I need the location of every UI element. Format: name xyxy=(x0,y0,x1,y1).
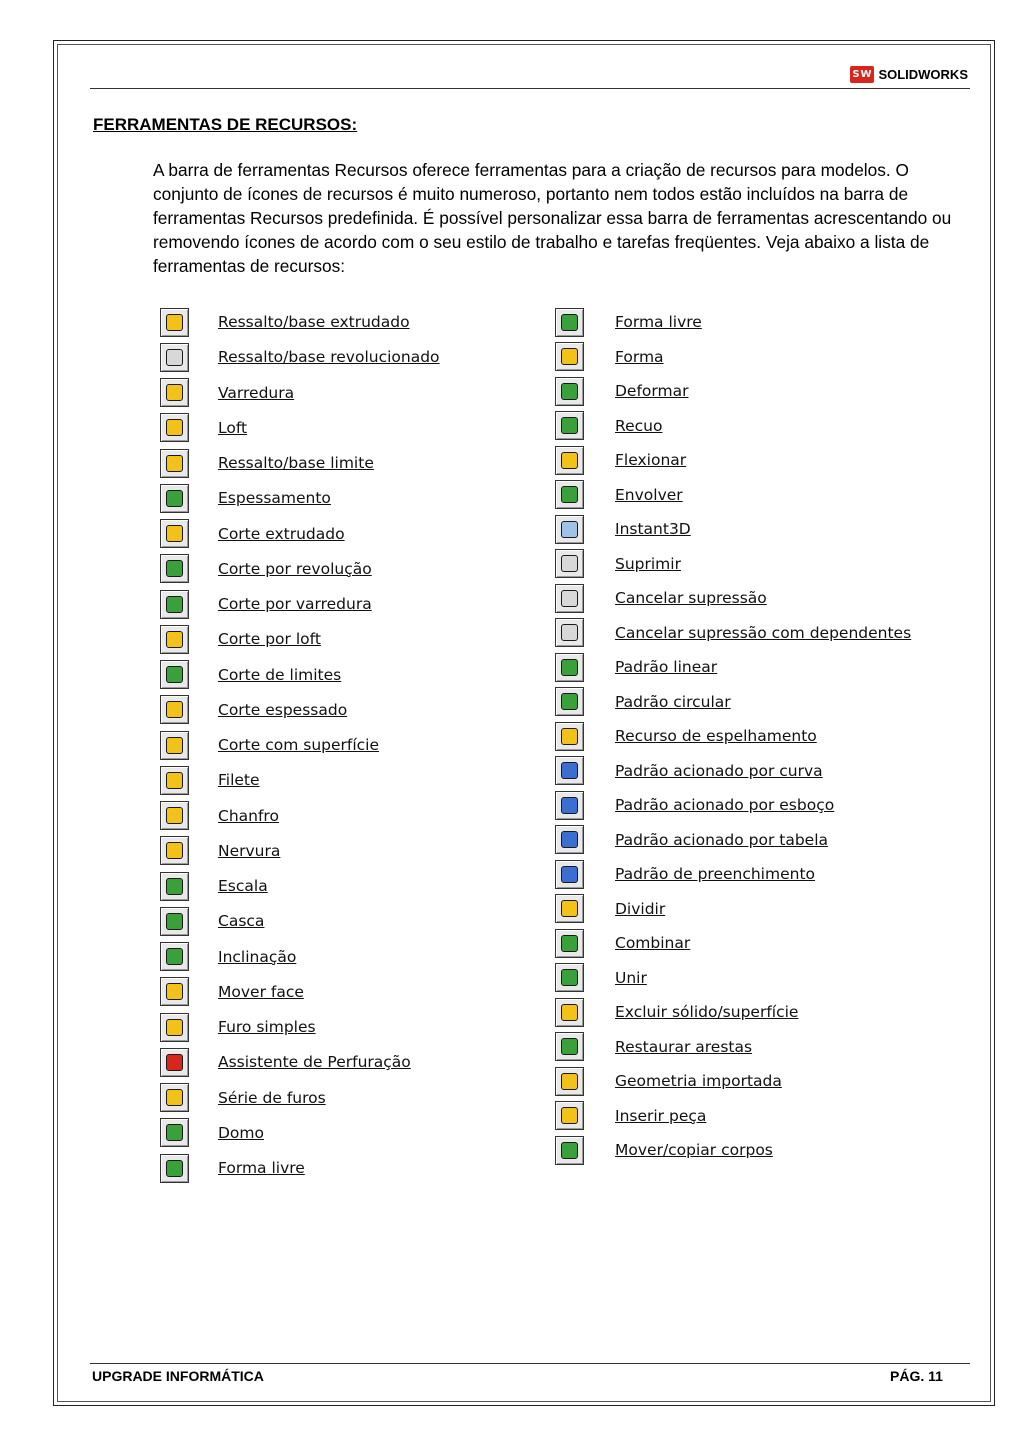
freeform-icon[interactable] xyxy=(555,308,584,337)
lofted-cut-icon[interactable] xyxy=(160,625,189,654)
loft-icon[interactable] xyxy=(160,413,189,442)
feature-tool-label[interactable]: Corte extrudado xyxy=(218,524,345,543)
boundary-boss-icon[interactable] xyxy=(160,449,189,478)
feature-tool-item[interactable] xyxy=(160,377,294,409)
move-copy-bodies-icon-glyph xyxy=(561,1142,578,1159)
move-face-icon-glyph xyxy=(166,983,183,1000)
feature-tool-item[interactable] xyxy=(160,764,260,796)
extruded-cut-icon-glyph xyxy=(166,525,183,542)
feature-tool-label[interactable]: Varredura xyxy=(218,383,295,402)
curve-driven-pattern-icon-glyph xyxy=(561,762,578,779)
revolved-boss-icon[interactable] xyxy=(160,343,189,372)
feature-tool-label[interactable]: Chanfro xyxy=(218,806,279,825)
linear-pattern-icon-glyph xyxy=(561,659,578,676)
feature-tool-item[interactable] xyxy=(160,341,440,373)
feature-tool-item[interactable] xyxy=(555,755,823,787)
section-title: FERRAMENTAS DE RECURSOS: xyxy=(93,115,358,134)
thicken-icon[interactable] xyxy=(160,484,189,513)
feature-tool-label[interactable]: Forma xyxy=(615,347,664,366)
boundary-cut-icon-glyph xyxy=(166,666,183,683)
feature-tool-label[interactable]: Unir xyxy=(615,968,647,987)
feature-tool-item[interactable] xyxy=(555,686,731,718)
feature-tool-label[interactable]: Cancelar supressão xyxy=(615,589,767,607)
feature-tool-item[interactable] xyxy=(555,410,662,442)
footer-divider xyxy=(90,1363,970,1364)
feature-tool-item[interactable] xyxy=(555,858,815,890)
circular-pattern-icon[interactable] xyxy=(555,687,584,716)
feature-tool-item[interactable] xyxy=(555,375,688,407)
feature-tool-label[interactable]: Série de furos xyxy=(218,1088,326,1107)
feature-tool-label[interactable]: Forma livre xyxy=(615,313,702,331)
feature-tool-item[interactable] xyxy=(555,513,691,545)
join-icon[interactable] xyxy=(555,963,584,992)
instant3d-icon[interactable] xyxy=(555,515,584,544)
feature-tool-label[interactable]: Combinar xyxy=(615,934,691,952)
feature-tool-label[interactable]: Mover/copiar corpos xyxy=(615,1141,773,1159)
feature-tool-item[interactable] xyxy=(555,582,767,614)
feature-tool-label[interactable]: Filete xyxy=(218,771,260,790)
feature-tool-label[interactable]: Espessamento xyxy=(218,489,331,508)
split-icon[interactable] xyxy=(555,894,584,923)
feature-tool-item[interactable] xyxy=(160,306,410,338)
feature-tool-item[interactable] xyxy=(160,447,374,479)
feature-tool-item[interactable] xyxy=(555,548,681,580)
feature-tool-label[interactable]: Inserir peça xyxy=(615,1106,707,1125)
unsuppress-icon[interactable] xyxy=(555,584,584,613)
feature-tool-item[interactable] xyxy=(160,588,372,620)
scale-icon-glyph xyxy=(166,878,183,895)
thicken-icon-glyph xyxy=(166,490,183,507)
surface-cut-icon-glyph xyxy=(166,737,183,754)
sketch-driven-pattern-icon-glyph xyxy=(561,797,578,814)
freeform-icon-glyph xyxy=(166,1160,183,1177)
feature-tool-label[interactable]: Deformar xyxy=(615,382,689,400)
wrap-icon-glyph xyxy=(561,486,578,503)
feature-tool-item[interactable] xyxy=(555,306,702,338)
insert-part-icon[interactable] xyxy=(555,1101,584,1130)
feature-tool-item[interactable] xyxy=(555,927,690,959)
feature-tool-label[interactable]: Padrão linear xyxy=(615,658,718,676)
chamfer-icon-glyph xyxy=(166,807,183,824)
imported-geometry-icon[interactable] xyxy=(555,1067,584,1096)
rib-icon[interactable] xyxy=(160,836,189,865)
insert-part-icon-glyph xyxy=(561,1107,578,1124)
unsuppress-dependents-icon[interactable] xyxy=(555,618,584,647)
feature-tool-label[interactable]: Recuo xyxy=(615,416,663,435)
feature-tool-item[interactable] xyxy=(555,444,686,476)
solidworks-logo-icon: SW xyxy=(850,66,874,83)
hole-wizard-icon[interactable] xyxy=(160,1048,189,1077)
hole-series-icon[interactable] xyxy=(160,1083,189,1112)
loft-icon-glyph xyxy=(166,419,183,436)
feature-tool-item[interactable] xyxy=(160,623,321,655)
delete-body-icon[interactable] xyxy=(555,998,584,1027)
feature-tool-label[interactable]: Geometria importada xyxy=(615,1072,782,1090)
suppress-icon[interactable] xyxy=(555,549,584,578)
feature-tool-item[interactable] xyxy=(555,1100,706,1132)
feature-tool-item[interactable] xyxy=(555,1134,773,1166)
revolved-cut-icon[interactable] xyxy=(160,554,189,583)
feature-tool-item[interactable] xyxy=(160,976,304,1008)
feature-tool-label[interactable]: Inclinação xyxy=(218,947,297,966)
feature-tool-label[interactable]: Envolver xyxy=(615,485,683,504)
linear-pattern-icon[interactable] xyxy=(555,653,584,682)
feature-tool-label[interactable]: Domo xyxy=(218,1123,265,1142)
feature-tool-label[interactable]: Padrão de preenchimento xyxy=(615,865,816,883)
extruded-cut-icon[interactable] xyxy=(160,519,189,548)
feature-tool-item[interactable] xyxy=(555,824,828,856)
shell-icon[interactable] xyxy=(160,907,189,936)
sweep-icon[interactable] xyxy=(160,378,189,407)
fill-pattern-icon-glyph xyxy=(561,866,578,883)
feature-tool-label[interactable]: Ressalto/base limite xyxy=(218,454,374,472)
feature-tool-item[interactable] xyxy=(160,694,347,726)
feature-tool-label[interactable]: Escala xyxy=(218,877,268,895)
feature-tool-label[interactable]: Recurso de espelhamento xyxy=(615,727,817,745)
feature-tool-item[interactable] xyxy=(160,659,341,691)
wrap-icon[interactable] xyxy=(555,480,584,509)
intro-paragraph: A barra de ferramentas Recursos oferece ferramentas para a criação de recursos para modelos. O conjunto de ícones de recursos é muito numeroso, portanto nem todos estão incluídos na barra de ferramentas Recursos predefinida. É possível personalizar essa barra de ferramentas acrescentando ou removendo ícones de acordo com o seu estilo de trabalho e tarefas freqüentes. Veja abaixo a lista de ferramentas de recursos: xyxy=(153,160,952,276)
feature-tool-item[interactable] xyxy=(160,1152,305,1184)
feature-tool-item[interactable] xyxy=(555,996,798,1028)
feature-tool-item[interactable] xyxy=(160,1046,411,1078)
swept-cut-icon[interactable] xyxy=(160,590,189,619)
combine-icon-glyph xyxy=(561,935,578,952)
deform-icon[interactable] xyxy=(555,377,584,406)
revolved-cut-icon-glyph xyxy=(166,560,183,577)
boundary-boss-icon-glyph xyxy=(166,455,183,472)
feature-tool-item[interactable] xyxy=(555,1031,752,1063)
feature-tool-label[interactable]: Casca xyxy=(218,912,265,931)
feature-tool-label[interactable]: Ressalto/base revolucionado xyxy=(218,348,440,367)
instant3d-icon-glyph xyxy=(561,521,578,538)
split-icon-glyph xyxy=(561,900,578,917)
delete-body-icon-glyph xyxy=(561,1004,578,1021)
feature-tool-item[interactable] xyxy=(555,617,911,649)
feature-tool-label[interactable]: Excluir sólido/superfície xyxy=(615,1003,799,1021)
extruded-boss-icon-glyph xyxy=(166,314,183,331)
extruded-boss-icon[interactable] xyxy=(160,308,189,337)
simple-hole-icon-glyph xyxy=(166,1019,183,1036)
feature-tool-label[interactable]: Mover face xyxy=(218,982,304,1001)
feature-tool-item[interactable] xyxy=(555,651,717,683)
feature-tool-label[interactable]: Assistente de Perfuração xyxy=(218,1053,411,1072)
thicken-cut-icon[interactable] xyxy=(160,695,189,724)
footer-company: UPGRADE INFORMÁTICA xyxy=(92,1368,264,1384)
unsuppress-dependents-icon-glyph xyxy=(561,624,578,641)
sweep-icon-glyph xyxy=(166,384,183,401)
feature-tool-item[interactable] xyxy=(160,729,379,761)
shape-icon-glyph xyxy=(561,348,578,365)
feature-tool-label[interactable]: Ressalto/base extrudado xyxy=(218,313,410,331)
feature-tool-item[interactable] xyxy=(555,341,664,373)
feature-tool-item[interactable] xyxy=(160,941,296,973)
feature-tool-label[interactable]: Corte espessado xyxy=(218,700,348,719)
feature-tool-item[interactable] xyxy=(555,962,647,994)
feature-tool-item[interactable] xyxy=(160,553,372,585)
feature-tool-item[interactable] xyxy=(160,905,264,937)
lofted-cut-icon-glyph xyxy=(166,631,183,648)
feature-tool-item[interactable] xyxy=(160,412,247,444)
unsuppress-icon-glyph xyxy=(561,590,578,607)
flex-icon-glyph xyxy=(561,452,578,469)
feature-tool-item[interactable] xyxy=(160,482,331,514)
feature-tool-label[interactable]: Padrão acionado por tabela xyxy=(615,830,829,849)
feature-tool-label[interactable]: Forma livre xyxy=(218,1159,305,1177)
hole-series-icon-glyph xyxy=(166,1089,183,1106)
feature-tool-item[interactable] xyxy=(555,479,683,511)
feature-tool-item[interactable] xyxy=(555,893,665,925)
dome-icon-glyph xyxy=(166,1124,183,1141)
feature-tool-label[interactable]: Corte por varredura xyxy=(218,595,372,613)
swept-cut-icon-glyph xyxy=(166,596,183,613)
feature-tool-label[interactable]: Furo simples xyxy=(218,1018,316,1036)
rib-icon-glyph xyxy=(166,842,183,859)
feature-tool-label[interactable]: Padrão acionado por curva xyxy=(615,761,823,780)
indent-icon[interactable] xyxy=(555,411,584,440)
feature-tool-item[interactable] xyxy=(160,518,345,550)
move-copy-bodies-icon[interactable] xyxy=(555,1136,584,1165)
feature-tool-item[interactable] xyxy=(555,789,834,821)
surface-cut-icon[interactable] xyxy=(160,731,189,760)
brand-name: SOLIDWORKS xyxy=(878,67,968,82)
sketch-driven-pattern-icon[interactable] xyxy=(555,791,584,820)
fillet-icon-glyph xyxy=(166,772,183,789)
feature-tool-label[interactable]: Corte por loft xyxy=(218,630,321,649)
feature-tool-label[interactable]: Nervura xyxy=(218,841,281,860)
deform-icon-glyph xyxy=(561,383,578,400)
boundary-cut-icon[interactable] xyxy=(160,660,189,689)
feature-tool-item[interactable] xyxy=(160,800,279,832)
join-icon-glyph xyxy=(561,969,578,986)
feature-tool-label[interactable]: Padrão acionado por esboço xyxy=(615,796,835,814)
imported-geometry-icon-glyph xyxy=(561,1073,578,1090)
fill-pattern-icon[interactable] xyxy=(555,860,584,889)
shell-icon-glyph xyxy=(166,913,183,930)
feature-tool-label[interactable]: Dividir xyxy=(615,899,666,918)
mirror-icon-glyph xyxy=(561,728,578,745)
feature-tool-item[interactable] xyxy=(160,1082,326,1114)
feature-tool-label[interactable]: Corte de limites xyxy=(218,665,342,684)
feature-tool-label[interactable]: Corte com superfície xyxy=(218,736,380,754)
dome-icon[interactable] xyxy=(160,1118,189,1147)
flex-icon[interactable] xyxy=(555,446,584,475)
feature-tool-label[interactable]: Corte por revolução xyxy=(218,559,372,578)
mirror-icon[interactable] xyxy=(555,722,584,751)
feature-tool-item[interactable] xyxy=(160,1117,264,1149)
page-header xyxy=(90,62,970,89)
feature-tool-label[interactable]: Flexionar xyxy=(615,451,687,469)
page-number: PÁG. 11 xyxy=(890,1368,943,1384)
brand xyxy=(850,66,968,83)
scale-icon[interactable] xyxy=(160,872,189,901)
feature-tool-label[interactable]: Suprimir xyxy=(615,554,681,573)
feature-tool-label[interactable]: Instant3D xyxy=(615,520,691,538)
freeform-icon-glyph xyxy=(561,314,578,331)
thicken-cut-icon-glyph xyxy=(166,701,183,718)
feature-tool-item[interactable] xyxy=(160,870,268,902)
feature-tool-label[interactable]: Loft xyxy=(218,418,248,437)
table-driven-pattern-icon-glyph xyxy=(561,831,578,848)
heal-edges-icon-glyph xyxy=(561,1038,578,1055)
table-driven-pattern-icon[interactable] xyxy=(555,825,584,854)
draft-icon[interactable] xyxy=(160,942,189,971)
suppress-icon-glyph xyxy=(561,555,578,572)
curve-driven-pattern-icon[interactable] xyxy=(555,756,584,785)
indent-icon-glyph xyxy=(561,417,578,434)
combine-icon[interactable] xyxy=(555,929,584,958)
feature-tool-item[interactable] xyxy=(160,1011,316,1043)
feature-tool-label[interactable]: Cancelar supressão com dependentes xyxy=(615,623,912,642)
fillet-icon[interactable] xyxy=(160,766,189,795)
simple-hole-icon[interactable] xyxy=(160,1013,189,1042)
feature-tool-label[interactable]: Restaurar arestas xyxy=(615,1037,753,1056)
feature-tool-item[interactable] xyxy=(555,720,817,752)
move-face-icon[interactable] xyxy=(160,977,189,1006)
hole-wizard-icon-glyph xyxy=(166,1054,183,1071)
revolved-boss-icon-glyph xyxy=(166,349,183,366)
circular-pattern-icon-glyph xyxy=(561,693,578,710)
feature-tool-label[interactable]: Padrão circular xyxy=(615,692,731,711)
draft-icon-glyph xyxy=(166,948,183,965)
freeform-icon[interactable] xyxy=(160,1154,189,1183)
heal-edges-icon[interactable] xyxy=(555,1032,584,1061)
feature-tool-item[interactable] xyxy=(160,835,280,867)
chamfer-icon[interactable] xyxy=(160,801,189,830)
feature-tool-item[interactable] xyxy=(555,1065,782,1097)
shape-icon[interactable] xyxy=(555,342,584,371)
